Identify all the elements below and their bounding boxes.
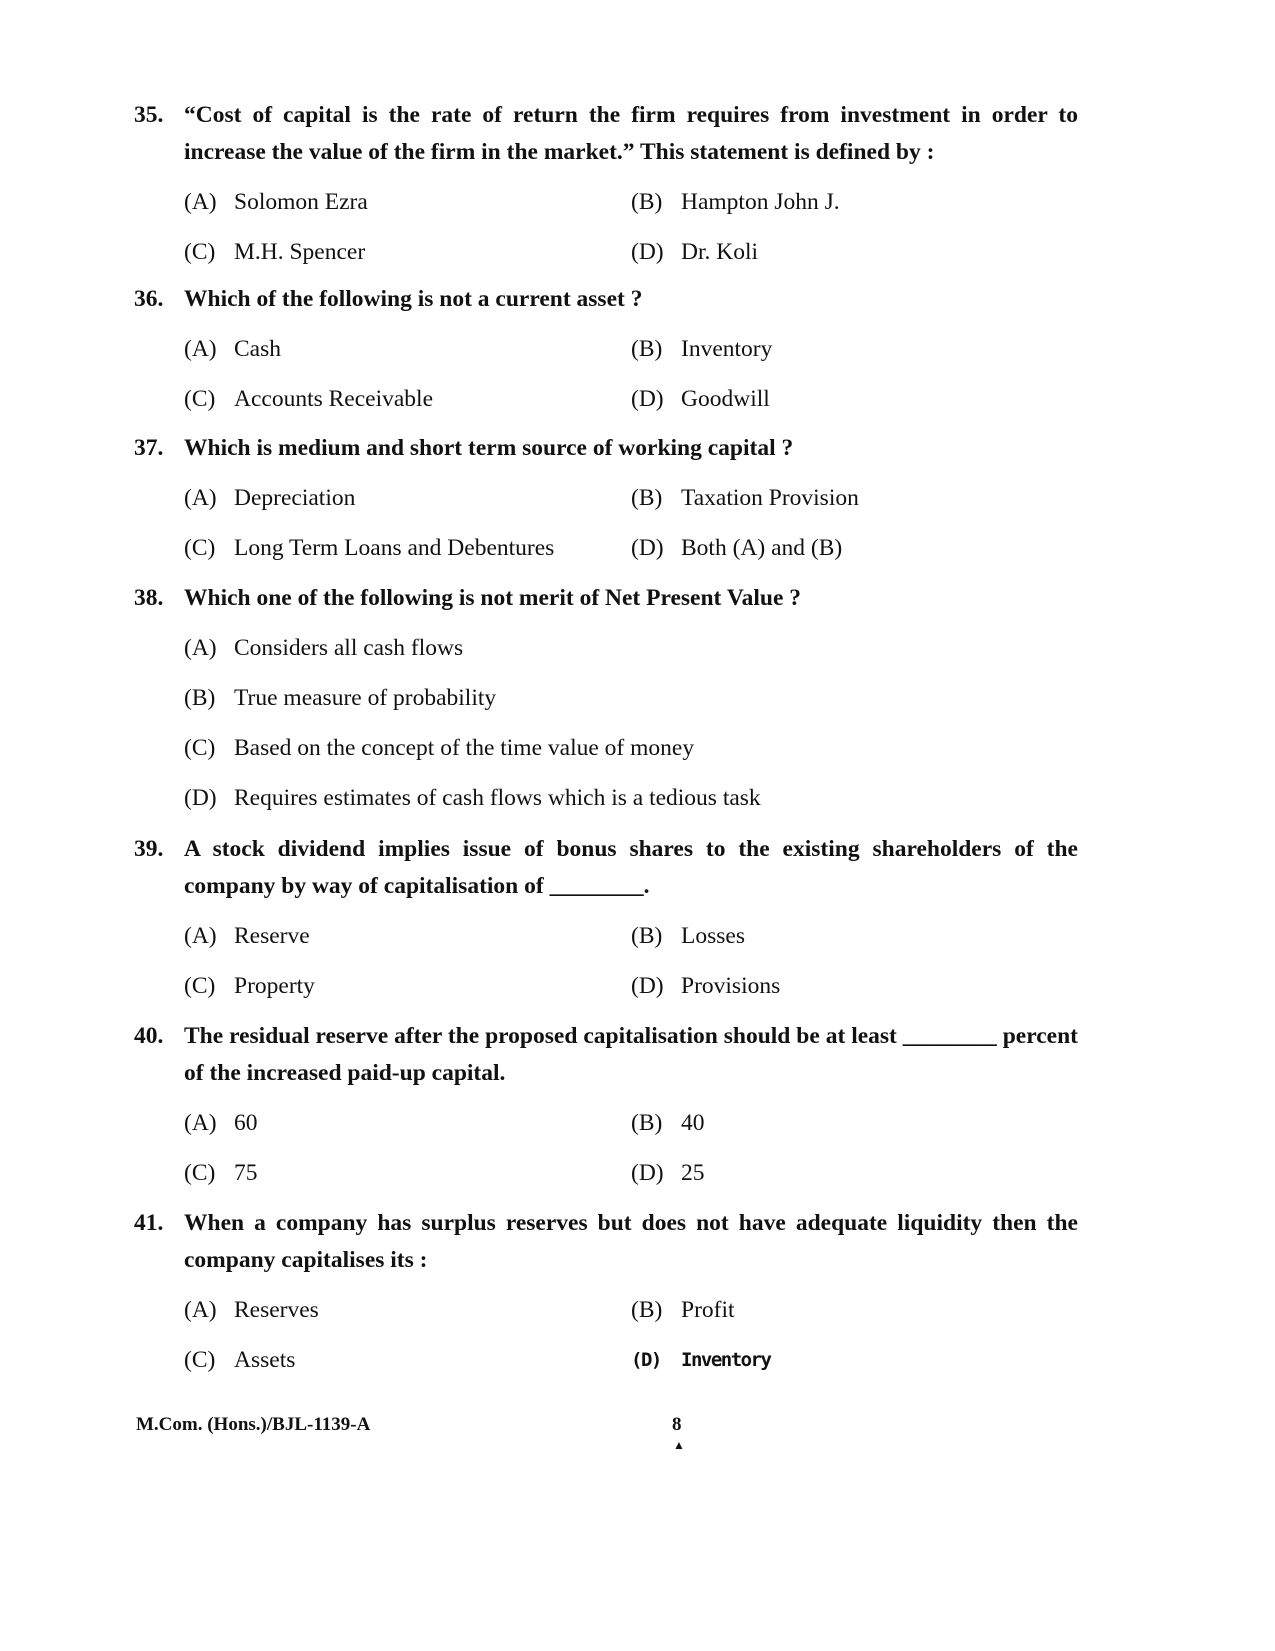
question-number: 37. [134, 435, 164, 461]
option-text: Provisions [681, 973, 781, 999]
triangle-mark-icon: ▲ [673, 1438, 685, 1452]
question-40 [134, 1018, 1078, 1198]
option-b [631, 1285, 1078, 1335]
option-text: Goodwill [681, 386, 770, 412]
option-d [631, 374, 1078, 424]
option-c [184, 1335, 631, 1385]
question-number: 38. [134, 585, 164, 611]
option-d [631, 1148, 1078, 1198]
option-b [631, 911, 1078, 961]
question-text: A stock dividend implies issue of bonus shares to the existing shareholders of the company by way of capitalisation of ________. [184, 836, 1078, 899]
option-letter: (D) [631, 535, 664, 561]
option-text: Taxation Provision [681, 485, 859, 511]
option-letter: (B) [631, 1297, 663, 1323]
option-text: 40 [681, 1110, 705, 1136]
option-text: Considers all cash flows [234, 635, 464, 661]
option-b [631, 1098, 1078, 1148]
option-letter: (A) [184, 485, 217, 511]
option-a [184, 911, 631, 961]
option-c [184, 961, 631, 1011]
option-letter: (C) [184, 973, 216, 999]
option-d [631, 961, 1078, 1011]
option-a [184, 177, 631, 227]
option-a [184, 1098, 631, 1148]
option-letter: (B) [631, 1110, 663, 1136]
question-35 [134, 97, 1078, 277]
option-letter: (C) [184, 735, 216, 761]
option-letter: (D) [631, 1349, 661, 1371]
option-letter: (B) [631, 336, 663, 362]
option-letter: (A) [184, 189, 217, 215]
question-38 [134, 580, 1078, 823]
paper-code: M.Com. (Hons.)/BJL-1139-A [136, 1414, 371, 1435]
question-36 [134, 281, 1078, 424]
option-letter: (B) [631, 485, 663, 511]
question-number: 41. [134, 1210, 164, 1236]
option-letter: (A) [184, 923, 217, 949]
option-letter: (A) [184, 635, 217, 661]
option-letter: (D) [184, 785, 217, 811]
option-text: True measure of probability [234, 685, 497, 711]
option-c [184, 374, 631, 424]
option-text: Assets [234, 1347, 296, 1373]
option-d [631, 227, 1078, 277]
option-letter: (C) [184, 239, 216, 265]
option-letter: (C) [184, 535, 216, 561]
question-text: Which one of the following is not merit of Net Present Value ? [184, 585, 802, 611]
option-text: Accounts Receivable [234, 386, 434, 412]
question-text: The residual reserve after the proposed capitalisation should be at least ________ percent of the increased paid-up capital. [184, 1023, 1078, 1086]
option-b [631, 473, 1078, 523]
question-text: Which of the following is not a current asset ? [184, 286, 643, 312]
option-text: 60 [234, 1110, 258, 1136]
option-letter: (A) [184, 336, 217, 362]
question-number: 39. [134, 836, 164, 862]
question-text: When a company has surplus reserves but does not have adequate liquidity then the company capitalises its : [184, 1210, 1078, 1273]
question-number: 36. [134, 286, 164, 312]
option-text: Losses [681, 923, 745, 949]
question-39 [134, 831, 1078, 1011]
option-b [631, 177, 1078, 227]
option-text: Dr. Koli [681, 239, 759, 265]
option-letter: (A) [184, 1297, 217, 1323]
option-text: 75 [234, 1160, 258, 1186]
option-text: 25 [681, 1160, 705, 1186]
option-letter: (C) [184, 1347, 216, 1373]
option-letter: (C) [184, 386, 216, 412]
option-d [631, 523, 1078, 573]
option-text: Inventory [681, 1349, 771, 1371]
option-text: Hampton John J. [681, 189, 840, 215]
question-text: Which is medium and short term source of working capital ? [184, 435, 794, 461]
option-letter: (B) [184, 685, 216, 711]
option-text: Reserves [234, 1297, 319, 1323]
option-c [184, 523, 631, 573]
option-a [184, 324, 631, 374]
option-text: Both (A) and (B) [681, 535, 843, 561]
option-a [184, 623, 1074, 673]
option-text: Solomon Ezra [234, 189, 368, 215]
option-b [631, 324, 1078, 374]
question-37 [134, 430, 1078, 573]
option-text: Cash [234, 336, 281, 362]
option-letter: (D) [631, 1160, 664, 1186]
option-d [631, 1335, 1078, 1385]
option-c [184, 1148, 631, 1198]
option-letter: (A) [184, 1110, 217, 1136]
option-letter: (C) [184, 1160, 216, 1186]
question-41 [134, 1205, 1078, 1385]
option-letter: (B) [631, 923, 663, 949]
option-text: Long Term Loans and Debentures [234, 535, 555, 561]
option-text: Reserve [234, 923, 310, 949]
option-b [184, 673, 1074, 723]
question-number: 40. [134, 1023, 164, 1049]
option-text: Inventory [681, 336, 773, 362]
option-text: Requires estimates of cash flows which is a tedious task [234, 785, 761, 811]
option-letter: (D) [631, 239, 664, 265]
option-text: Based on the concept of the time value of money [234, 735, 695, 761]
option-a [184, 1285, 631, 1335]
option-letter: (B) [631, 189, 663, 215]
option-text: Profit [681, 1297, 735, 1323]
option-c [184, 723, 1074, 773]
option-text: Property [234, 973, 315, 999]
page-number: 8 [672, 1414, 682, 1435]
option-c [184, 227, 631, 277]
question-number: 35. [134, 102, 164, 128]
option-letter: (D) [631, 386, 664, 412]
option-d [184, 773, 1074, 823]
option-letter: (D) [631, 973, 664, 999]
option-text: Depreciation [234, 485, 356, 511]
question-text: “Cost of capital is the rate of return the firm requires from investment in order to increase the value of the firm in the market.” This statement is defined by : [184, 102, 1078, 165]
option-text: M.H. Spencer [234, 239, 366, 265]
option-a [184, 473, 631, 523]
